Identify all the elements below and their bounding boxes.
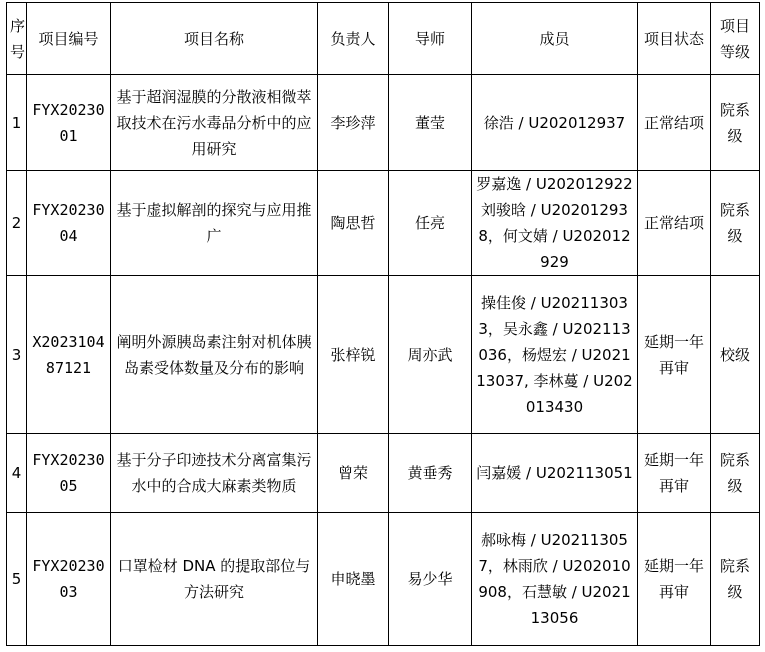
cell-level: 院系级 <box>711 434 760 513</box>
cell-status: 正常结项 <box>638 75 711 171</box>
header-leader: 负责人 <box>318 3 389 75</box>
cell-project-name: 基于分子印迹技术分离富集污水中的合成大麻素类物质 <box>111 434 318 513</box>
cell-advisor: 周亦武 <box>389 276 472 434</box>
cell-members: 郝咏梅 / U202113057，林雨欣 / U202010908，石慧敏 / U202113056 <box>472 513 638 646</box>
cell-level: 院系级 <box>711 171 760 276</box>
cell-leader: 陶思哲 <box>318 171 389 276</box>
header-row <box>7 3 760 75</box>
table-row <box>7 434 760 513</box>
cell-project-name: 口罩检材 DNA 的提取部位与方法研究 <box>111 513 318 646</box>
cell-members: 闫嘉媛 / U202113051 <box>472 434 638 513</box>
cell-code: FYX2023005 <box>27 434 111 513</box>
cell-code: X202310487121 <box>27 276 111 434</box>
cell-leader: 张梓锐 <box>318 276 389 434</box>
cell-leader: 申晓墨 <box>318 513 389 646</box>
cell-advisor: 易少华 <box>389 513 472 646</box>
cell-project-name: 基于虚拟解剖的探究与应用推广 <box>111 171 318 276</box>
cell-level: 院系级 <box>711 75 760 171</box>
cell-code: FYX2023003 <box>27 513 111 646</box>
cell-advisor: 任亮 <box>389 171 472 276</box>
cell-code: FYX2023004 <box>27 171 111 276</box>
table-row <box>7 75 760 171</box>
table-row <box>7 171 760 276</box>
cell-advisor: 董莹 <box>389 75 472 171</box>
cell-status: 延期一年再审 <box>638 434 711 513</box>
cell-index: 2 <box>7 171 27 276</box>
cell-leader: 曾荣 <box>318 434 389 513</box>
cell-status: 延期一年再审 <box>638 276 711 434</box>
cell-index: 4 <box>7 434 27 513</box>
table-row <box>7 513 760 646</box>
cell-members: 徐浩 / U202012937 <box>472 75 638 171</box>
cell-level: 院系级 <box>711 513 760 646</box>
header-name: 项目名称 <box>111 3 318 75</box>
cell-leader: 李珍萍 <box>318 75 389 171</box>
project-table <box>6 2 760 646</box>
header-status: 项目状态 <box>638 3 711 75</box>
cell-index: 5 <box>7 513 27 646</box>
cell-code: FYX2023001 <box>27 75 111 171</box>
table-row <box>7 276 760 434</box>
cell-members: 罗嘉逸 / U202012922 刘骏晗 / U202012938，何文婧 / U202012929 <box>472 171 638 276</box>
header-advisor: 导师 <box>389 3 472 75</box>
cell-status: 正常结项 <box>638 171 711 276</box>
cell-project-name: 基于超润湿膜的分散液相微萃取技术在污水毒品分析中的应用研究 <box>111 75 318 171</box>
cell-index: 3 <box>7 276 27 434</box>
cell-project-name: 阐明外源胰岛素注射对机体胰岛素受体数量及分布的影响 <box>111 276 318 434</box>
header-level: 项目等级 <box>711 3 760 75</box>
cell-index: 1 <box>7 75 27 171</box>
header-members: 成员 <box>472 3 638 75</box>
cell-level: 校级 <box>711 276 760 434</box>
header-index: 序号 <box>7 3 27 75</box>
cell-status: 延期一年再审 <box>638 513 711 646</box>
cell-advisor: 黄垂秀 <box>389 434 472 513</box>
header-code: 项目编号 <box>27 3 111 75</box>
cell-members: 操佳俊 / U202113033，吴永鑫 / U202113036，杨煜宏 / U202113037, 李林蔓 / U202013430 <box>472 276 638 434</box>
